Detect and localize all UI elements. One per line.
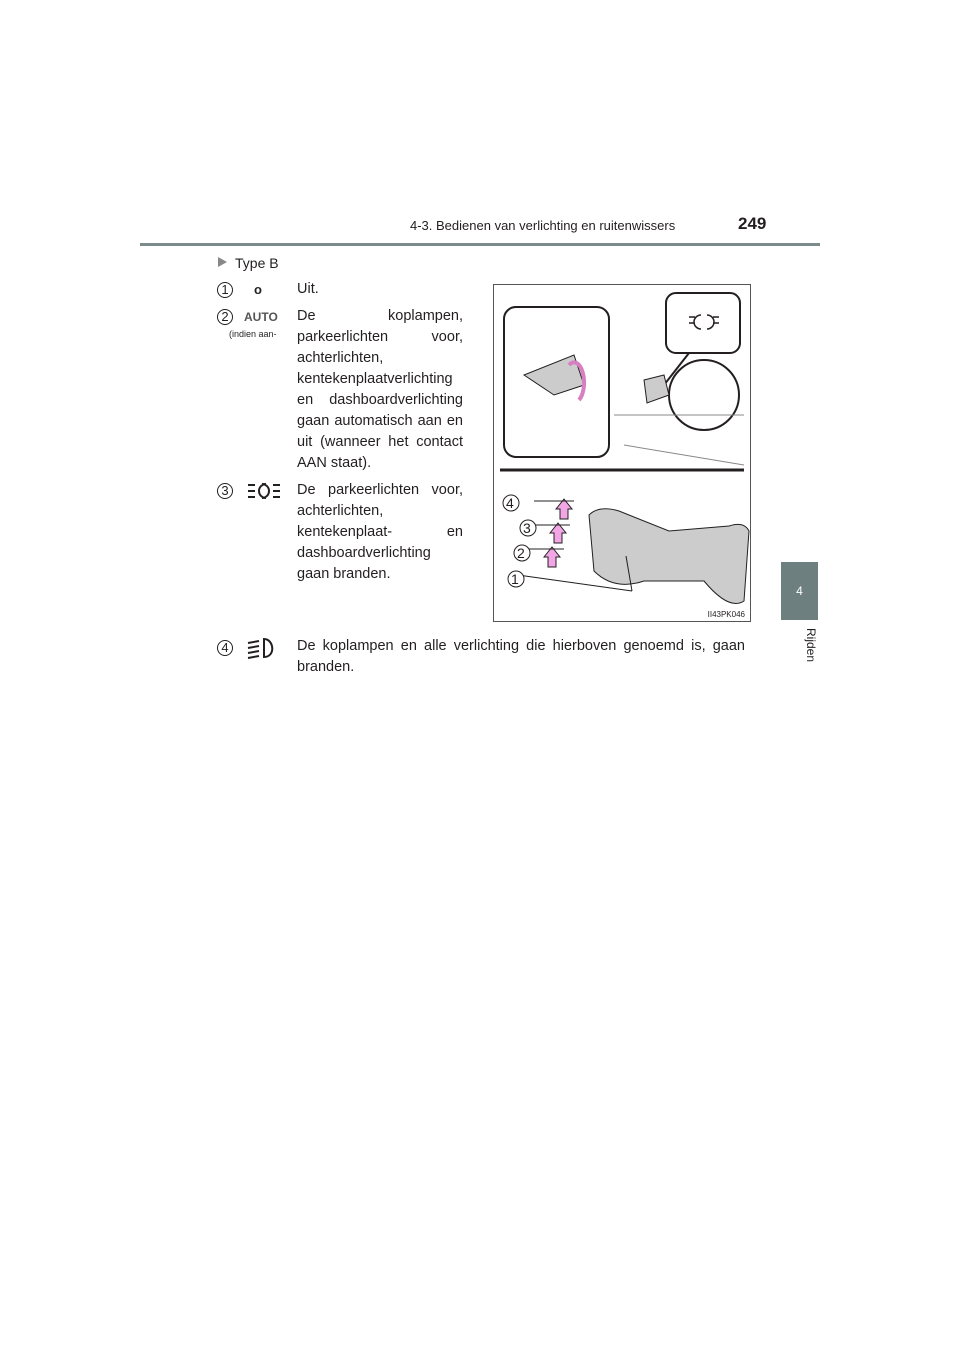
item-number: 2 (217, 309, 233, 325)
callout-3: 3 (523, 520, 531, 536)
illustration-drawing (494, 285, 750, 621)
list-item (217, 480, 463, 585)
item-list (217, 279, 463, 591)
item-number: 4 (217, 640, 233, 656)
auto-icon: AUTO (244, 310, 278, 324)
item-note: (indien aan- (229, 329, 277, 339)
subtitle (218, 255, 279, 271)
headlights-icon (246, 636, 280, 660)
off-icon: o (254, 282, 262, 297)
lever-illustration (493, 284, 751, 622)
chapter-tab: 4 (781, 562, 818, 620)
triangle-icon (218, 257, 227, 267)
item-text: De parkeerlichten voor, achterlichten, kentekenplaat- en dashboardverlichting gaan branden. (297, 482, 463, 582)
item-text: Uit. (297, 281, 319, 297)
callout-4: 4 (506, 495, 514, 511)
section-title: 4-3. Bedienen van verlichting en ruitenwissers (410, 218, 676, 233)
chapter-label: Rijden (804, 628, 818, 663)
list-item (217, 636, 745, 678)
callout-1: 1 (511, 571, 519, 587)
header-divider (140, 243, 820, 246)
list-item (217, 306, 463, 474)
item-text: De koplampen, parkeerlichten voor, achterlichten, kentekenplaatverlichting en dashboardverlichting gaan automatisch aan en uit (wanneer het contact AAN staat). (297, 308, 463, 471)
parking-lights-icon (246, 481, 282, 501)
subtitle-text: Type B (235, 255, 279, 271)
list-item (217, 279, 463, 300)
page-number: 249 (738, 214, 767, 233)
figure-code: II43PK046 (707, 610, 745, 619)
callout-2: 2 (517, 545, 525, 561)
item-number: 1 (217, 282, 233, 298)
item-number: 3 (217, 483, 233, 499)
item-text: De koplampen en alle verlichting die hierboven genoemd is, gaan branden. (297, 638, 745, 675)
